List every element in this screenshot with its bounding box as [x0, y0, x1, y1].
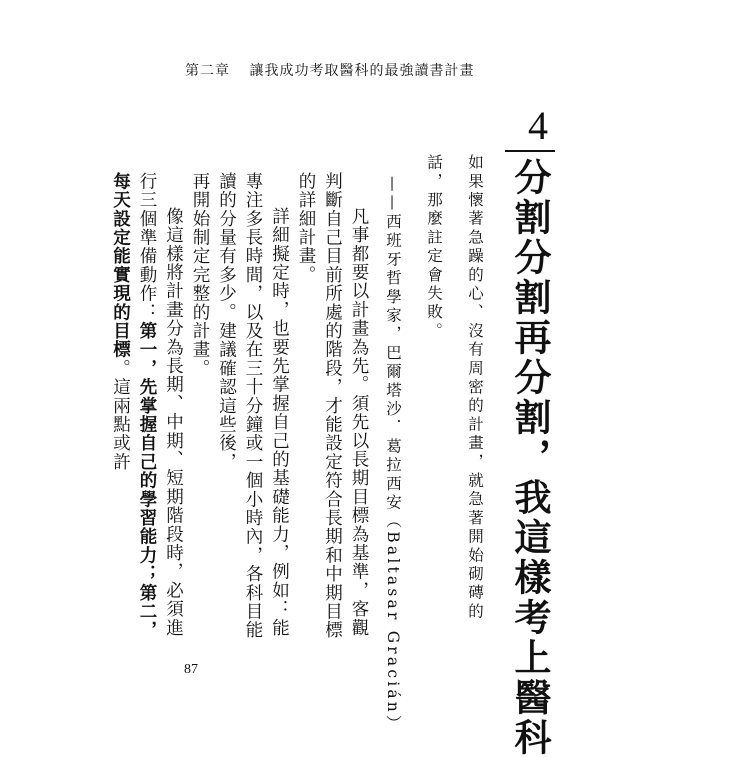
paragraph-4-start: 像這樣將計畫分為長期、中期、短期階段時，必須進行三個準備動作： [137, 172, 184, 638]
chapter-label: 第二章 [185, 63, 230, 79]
chapter-title: 讓我成功考取醫科的最強讀書計畫 [249, 63, 475, 79]
section-number: 4 [528, 103, 548, 148]
body-text [110, 172, 372, 644]
paragraph-4-emphasis: 第一，先掌握自己的學習能力；第二，每天設定能實現的目標 [110, 172, 157, 640]
epigraph [384, 154, 495, 734]
paragraph-4-end: 。這兩點或許 [110, 359, 131, 472]
paragraph-3: 再開始制定完整的計畫。 [190, 172, 210, 378]
page-number: 87 [184, 662, 198, 677]
paragraph-4 [107, 172, 187, 644]
epigraph-quote: 如果懷著急躁的心、沒有周密的計畫，就急著開始砌磚的話，那麼註定會失敗。 [425, 154, 484, 622]
section-divider [505, 150, 555, 152]
paragraph-1: 凡事都要以計畫為先。須先以長期目標為基準，客觀判斷自己目前所處的階段，才能設定符合長期和中期目標的詳細計畫。 [296, 172, 369, 640]
running-header [185, 60, 474, 80]
paragraph-2: 詳細擬定時，也要先掌握自己的基礎能力，例如：能專注多長時間，以及在三十分鐘或一個小時內，各科目能讀的分量有多少。建議確認這些後， [216, 172, 290, 640]
section-title: 分割分割再分割，我這樣考上醫科 [508, 158, 552, 758]
epigraph-attribution: ——西班牙哲學家，巴爾塔沙．葛拉西安（Baltasar Gracián） [384, 176, 402, 734]
